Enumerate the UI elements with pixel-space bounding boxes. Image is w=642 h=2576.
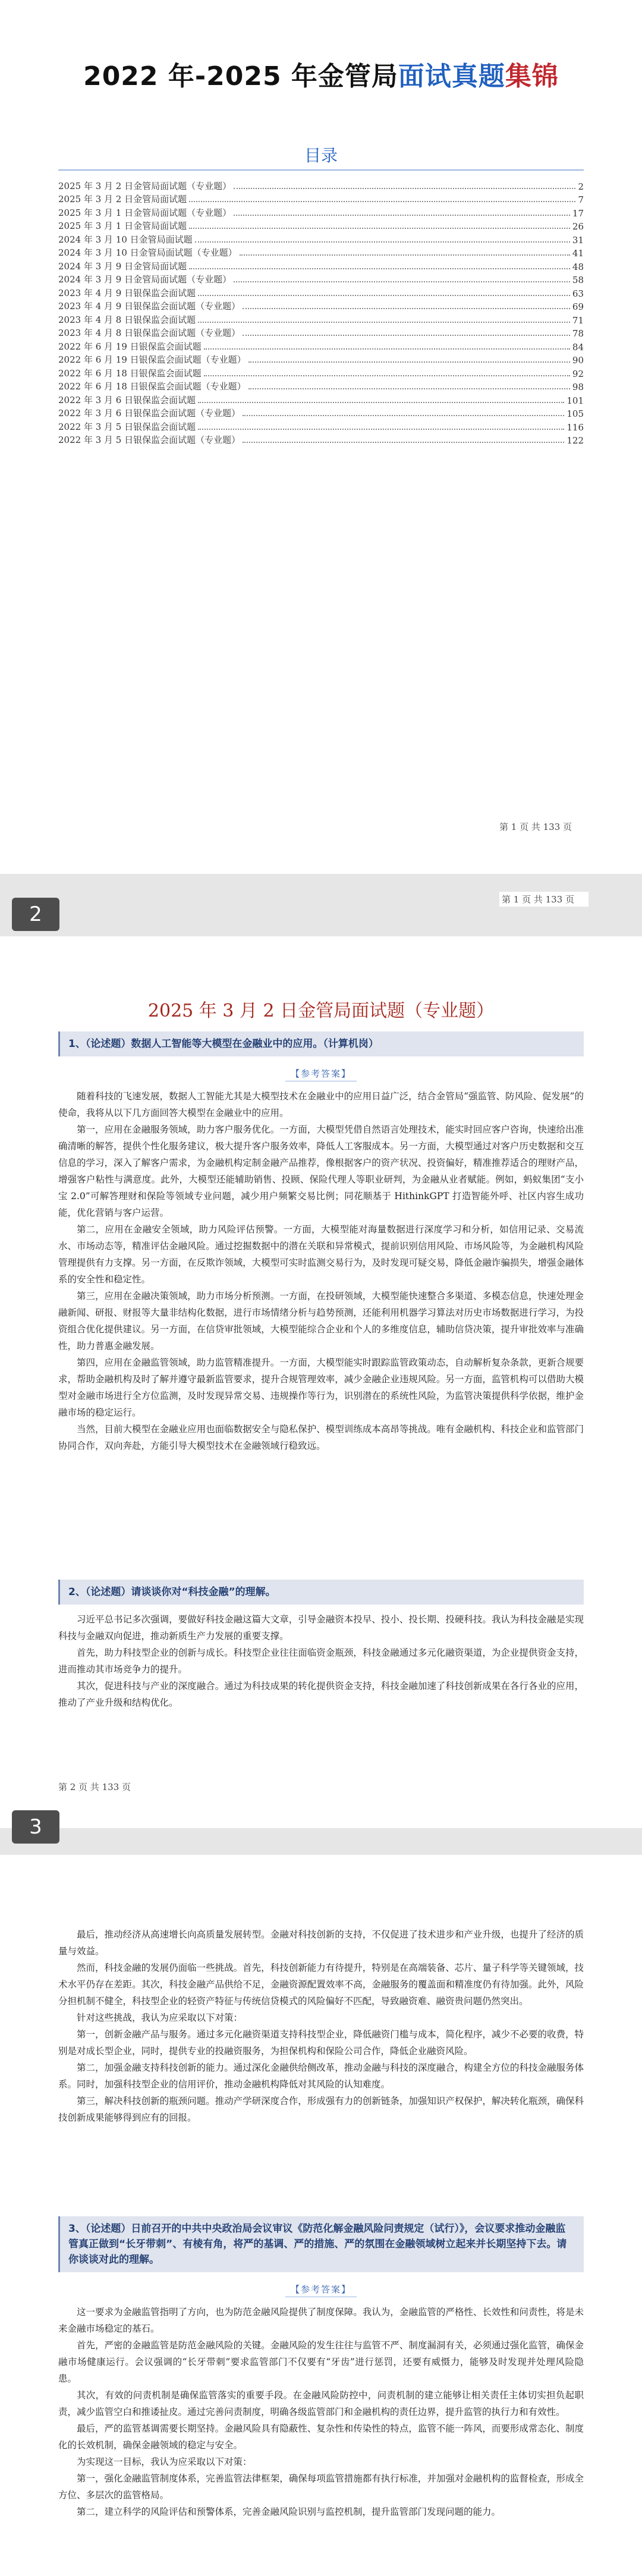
- toc-entry[interactable]: [58, 219, 584, 232]
- toc-entry[interactable]: [58, 272, 584, 286]
- document-page-2: [0, 936, 642, 1828]
- toc-leader-dots: [240, 254, 570, 256]
- toc-entry-page: 58: [572, 275, 584, 285]
- toc-entry-page: 63: [572, 288, 584, 299]
- toc-leader-dots: [234, 281, 570, 282]
- paragraph: 第三，应用在金融决策领域，助力市场分析预测。一方面，在投研领域，大模型能快速整合多渠道、多模态信息，快速处理金融新闻、研报、财报等大量非结构化数据，进行市场情绪分析与趋势预测，还能利用机器学习算法对历史市场数据进行学习，为投资组合优化提供建议。另一方面，在信贷审批领域，大模型能综合企业和个人的多维度信息，辅助信贷决策，提升审批效率与准确性，助力普惠金融发展。: [58, 1291, 584, 1351]
- toc-entry-page: 90: [572, 355, 584, 366]
- toc-leader-dots: [243, 442, 564, 443]
- toc-entry[interactable]: [58, 232, 584, 246]
- toc-entry-title: 2022 年 3 月 5 日银保监会面试题（专业题）: [58, 435, 241, 445]
- page-number-badge: 2: [12, 898, 59, 931]
- toc-leader-dots: [234, 188, 575, 189]
- toc-leader-dots: [243, 308, 570, 309]
- toc-heading: 目录: [304, 146, 338, 165]
- toc-entry-title: 2022 年 3 月 5 日银保监会面试题: [58, 421, 196, 432]
- paragraph: 最后，推动经济从高速增长向高质量发展转型。金融对科技创新的支持，不仅促进了技术进步和产业升级，也提升了经济的质量与效益。: [58, 1929, 584, 1957]
- paragraph: 第二，应用在金融安全领域，助力风险评估预警。一方面，大模型能对海量数据进行深度学习和分析，如信用记录、交易流水、市场动态等，精准评估金融风险。通过挖掘数据中的潜在关联和异常模式，提前识别信用风险、市场风险等，为金融机构风险管理提供有力支撑。另一方面，在反欺诈领域，大模型可实时监测交易行为，及时发现可疑交易，降低金融诈骗损失，增强金融体系的安全性和稳定性。: [58, 1224, 584, 1285]
- title-blue-part: 面试真题: [398, 61, 505, 92]
- paragraph: 最后，严的监管基调需要长期坚持。金融风险具有隐蔽性、复杂性和传染性的特点，监管不能一阵风，而要形成常态化、制度化的长效机制，确保金融领域的稳定与安全。: [58, 2423, 584, 2451]
- toc-entry-page: 116: [567, 422, 584, 433]
- toc-leader-dots: [189, 201, 575, 202]
- toc-entry-title: 2024 年 3 月 9 日金管局面试题（专业题）: [58, 274, 232, 285]
- toc-entry-title: 2022 年 3 月 6 日银保监会面试题: [58, 394, 196, 405]
- document-page-1: [0, 0, 642, 874]
- toc-entry-page: 84: [572, 341, 584, 353]
- toc-leader-dots: [204, 375, 570, 376]
- toc-leader-dots: [189, 268, 570, 269]
- toc-entry[interactable]: [58, 433, 584, 446]
- page-footer: 第 1 页 共 133 页: [499, 822, 572, 832]
- document-page-3: [0, 1855, 642, 2576]
- toc-leader-dots: [234, 215, 570, 216]
- toc-entry-page: 2: [578, 181, 584, 192]
- toc-entry-title: 2025 年 3 月 2 日金管局面试题（专业题）: [58, 180, 232, 191]
- page-gap: [0, 1828, 642, 1855]
- paragraph: 针对这些挑战，我认为应采取以下对策：: [77, 2012, 243, 2023]
- paragraph: 其次，有效的问责机制是确保监管落实的重要手段。在金融风险防控中，问责机制的建立能够让相关责任主体切实担负起职责，减少监管空白和推诿扯皮。通过完善问责制度，明确各级监管部门和金融机构的责任边界，提升监管的执行力和有效性。: [58, 2390, 584, 2417]
- paragraph: 随着科技的飞速发展，数据人工智能尤其是大模型技术在金融业中的应用日益广泛，结合金管局“强监管、防风险、促发展”的使命，我将从以下几方面回答大模型在金融业中的应用。: [58, 1091, 584, 1118]
- toc-leader-dots: [204, 348, 570, 350]
- page-number-badge: 3: [12, 1810, 59, 1844]
- answer-tag: 【参考答案】: [0, 2283, 642, 2297]
- document-title: [0, 55, 642, 93]
- toc-entry-page: 48: [572, 261, 584, 272]
- toc-leader-dots: [198, 295, 570, 296]
- toc-divider: [58, 169, 584, 171]
- paragraph: 首先，严密的金融监管是防范金融风险的关键。金融风险的发生往往与监管不严、制度漏洞有关，必须通过强化监管，确保金融市场健康运行。会议强调的“长牙带刺”要求监管部门不仅要有“牙齿”进行惩罚，还要有威慑力，能够及时发现并处理风险隐患。: [58, 2340, 584, 2384]
- toc-leader-dots: [195, 241, 570, 243]
- toc-entry[interactable]: [58, 406, 584, 420]
- toc-entry-page: 92: [572, 368, 584, 379]
- toc-entry[interactable]: [58, 246, 584, 259]
- paragraph: 第二，加强金融支持科技创新的能力。通过深化金融供给侧改革，推动金融与科技的深度融合，构建全方位的科技金融服务体系。同时，加强科技型企业的信用评价，推动金融机构降低对其风险的认知难度。: [58, 2062, 584, 2090]
- toc-entry-page: 78: [572, 328, 584, 339]
- paragraph: 第三，解决科技创新的瓶颈问题。推动产学研深度合作，形成强有力的创新链条，加强知识产权保护，解决转化瓶颈，确保科技创新成果能够得到应有的回报。: [58, 2096, 584, 2123]
- toc-entry-title: 2023 年 4 月 9 日银保监会面试题（专业题）: [58, 301, 241, 312]
- toc-entry[interactable]: [58, 299, 584, 313]
- toc-entry-title: 2024 年 3 月 10 日金管局面试题（专业题）: [58, 247, 237, 258]
- toc-entry-page: 98: [572, 382, 584, 392]
- answer-1-body: [0, 1088, 642, 1454]
- paragraph: 第二，建立科学的风险评估和预警体系，完善金融风险识别与监控机制，提升监管部门发现问题的能力。: [77, 2506, 501, 2517]
- toc-entry-page: 101: [567, 395, 584, 406]
- toc-entry[interactable]: [58, 326, 584, 339]
- page-footer-repeat: 第 1 页 共 133 页: [499, 892, 588, 907]
- toc-leader-dots: [248, 361, 570, 363]
- toc-entry-title: 2023 年 4 月 8 日银保监会面试题（专业题）: [58, 328, 241, 338]
- toc-entry-page: 69: [572, 301, 584, 312]
- toc-entry[interactable]: [58, 259, 584, 272]
- paragraph: 然而，科技金融的发展仍面临一些挑战。首先，科技创新能力有待提升，特别是在高端装备、芯片、量子科学等关键领域，技术水平仍存在差距。其次，科技金融产品供给不足，金融资源配置效率不高，金融服务的覆盖面和精准度仍有待加强。此外，风险分担机制不健全，科技型企业的轻资产特征与传统信贷模式的风险偏好不匹配，导致融资难、融资贵问题仍然突出。: [58, 1962, 584, 2006]
- toc-entry-title: 2025 年 3 月 1 日金管局面试题: [58, 221, 187, 231]
- toc-entry[interactable]: [58, 285, 584, 299]
- toc-leader-dots: [189, 228, 570, 229]
- toc-entry[interactable]: [58, 192, 584, 206]
- toc-entry-title: 2022 年 6 月 18 日银保监会面试题: [58, 367, 202, 379]
- paragraph: 第一，强化金融监管制度体系，完善监管法律框架，确保每项监管措施都有执行标准，并加强对金融机构的监督检查，形成全方位、多层次的监管格局。: [58, 2473, 584, 2500]
- toc-entry-title: 2023 年 4 月 8 日银保监会面试题: [58, 314, 196, 325]
- toc-entry-title: 2025 年 3 月 1 日金管局面试题（专业题）: [58, 207, 232, 218]
- toc-entry[interactable]: [58, 178, 584, 192]
- paragraph: 第一，应用在金融服务领域，助力客户服务优化。一方面，大模型凭借自然语言处理技术，能实时回应客户咨询，快速给出准确清晰的解答，提供个性化服务建议，极大提升客户服务效率，降低人工客服成本。另一方面，大模型通过对客户历史数据和交互信息的学习，深入了解客户需求，为金融机构定制金融产品推荐，像根据客户的资产状况、投资偏好，精准推荐适合的理财产品，增强客户粘性与满意度。此外，大模型还能辅助销售、投顾、保险代理人等职业研判，为金融从业者赋能。例如，蚂蚁集团“支小宝 2.0”可解答理财和保险等领域专业问题，减少用户频繁交易比例；同花顺基于 HithinkGPT 打造智能外呼、社区内容生成功能，优化营销与客户运营。: [58, 1124, 584, 1218]
- paragraph: 这一要求为金融监管指明了方向，也为防范金融风险提供了制度保障。我认为，金融监管的严格性、长效性和问责性，将是未来金融市场稳定的基石。: [58, 2307, 584, 2334]
- question-1: 1、（论述题）数据人工智能等大模型在金融业中的应用。（计算机岗）: [58, 1031, 584, 1056]
- toc-leader-dots: [198, 322, 570, 323]
- toc-entry-page: 17: [572, 207, 584, 219]
- toc-entry[interactable]: [58, 419, 584, 433]
- table-of-contents: [58, 178, 584, 446]
- toc-leader-dots: [198, 402, 564, 403]
- paragraph: 习近平总书记多次强调，要做好科技金融这篇大文章，引导金融资本投早、投小、投长期、投硬科技。我认为科技金融是实现科技与金融双向促进，推动新质生产力发展的重要支撑。: [58, 1614, 584, 1641]
- title-prefix: 2022 年-2025 年金管局: [83, 61, 398, 92]
- toc-entry[interactable]: [58, 339, 584, 353]
- toc-entry[interactable]: [58, 205, 584, 219]
- toc-entry[interactable]: [58, 392, 584, 406]
- toc-leader-dots: [243, 335, 570, 336]
- toc-leader-dots: [248, 388, 570, 389]
- section-title: 2025 年 3 月 2 日金管局面试题（专业题）: [147, 1001, 495, 1021]
- toc-entry-title: 2024 年 3 月 9 日金管局面试题: [58, 260, 187, 272]
- paragraph: 第四，应用在金融监管领域，助力监管精准提升。一方面，大模型能实时跟踪监管政策动态，自动解析复杂条款，更新合规要求，帮助金融机构及时了解并遵守最新监管要求，提升合规管理效率，减少金融企业违规风险。另一方面，监管机构可以借助大模型对金融市场进行全方位监测，及时发现异常交易、违规操作等行为，识别潜在的系统性风险，为监管决策提供科学依据，维护金融市场的稳定运行。: [58, 1357, 584, 1418]
- toc-entry-page: 122: [567, 435, 584, 446]
- toc-entry-title: 2022 年 6 月 19 日银保监会面试题（专业题）: [58, 354, 246, 365]
- toc-entry-title: 2024 年 3 月 10 日金管局面试题: [58, 234, 193, 245]
- toc-entry-page: 31: [572, 234, 584, 246]
- paragraph: 其次，促进科技与产业的深度融合。通过为科技成果的转化提供资金支持，科技金融加速了科技创新成果在各行各业的应用，推动了产业升级和结构优化。: [58, 1681, 584, 1708]
- toc-leader-dots: [243, 415, 564, 416]
- answer-3-body: [0, 2304, 642, 2520]
- paragraph: 当然，目前大模型在金融业应用也面临数据安全与隐私保护、模型训练成本高昂等挑战。唯有金融机构、科技企业和监管部门协同合作，双向奔赴，方能引导大模型技术在金融领域行稳致远。: [58, 1424, 584, 1451]
- toc-entry-page: 41: [572, 248, 584, 259]
- question-2: 2、（论述题）请谈谈你对“科技金融”的理解。: [58, 1580, 584, 1605]
- answer-2-body: [0, 1611, 642, 1711]
- paragraph: 为实现这一目标，我认为应采取以下对策：: [77, 2457, 252, 2467]
- toc-entry[interactable]: [58, 379, 584, 393]
- toc-leader-dots: [198, 429, 564, 430]
- toc-entry[interactable]: [58, 353, 584, 366]
- paragraph: 第一，创新金融产品与服务。通过多元化融资渠道支持科技型企业，降低融资门槛与成本，简化程序，减少不必要的收费，特别是对成长型企业，同时，提供专业的投融资服务，为担保机构和保险公司合作，降低企业融资风险。: [58, 2029, 584, 2056]
- page-footer: 第 2 页 共 133 页: [58, 1782, 131, 1792]
- toc-entry-title: 2022 年 6 月 18 日银保监会面试题（专业题）: [58, 381, 246, 392]
- paragraph: 首先，助力科技型企业的创新与成长。科技型企业往往面临资金瓶颈，科技金融通过多元化融资渠道，为企业提供资金支持，进而推动其市场竞争力的提升。: [58, 1647, 584, 1675]
- toc-entry-title: 2022 年 6 月 19 日银保监会面试题: [58, 341, 202, 352]
- toc-entry-page: 105: [567, 408, 584, 419]
- title-red-part: 集锦: [505, 61, 559, 92]
- toc-entry-title: 2025 年 3 月 2 日金管局面试题: [58, 194, 187, 205]
- toc-entry-title: 2022 年 3 月 6 日银保监会面试题（专业题）: [58, 408, 241, 419]
- answer-continuation: [0, 1926, 642, 2126]
- toc-entry-page: 71: [572, 314, 584, 326]
- toc-entry-page: 26: [572, 221, 584, 232]
- answer-tag: 【参考答案】: [0, 1067, 642, 1081]
- toc-entry[interactable]: [58, 366, 584, 379]
- toc-entry-title: 2023 年 4 月 9 日银保监会面试题: [58, 287, 196, 298]
- toc-entry-page: 7: [578, 194, 584, 205]
- question-3: 3、（论述题）日前召开的中共中央政治局会议审议《防范化解金融风险问责规定（试行）》，会议要求推动金融监管真正做到“长牙带刺”、有棱有角，将严的基调、严的措施、严的氛围在金融领域树立起来并长期坚持下去。请你谈谈对此的理解。: [58, 2216, 584, 2272]
- toc-entry[interactable]: [58, 312, 584, 326]
